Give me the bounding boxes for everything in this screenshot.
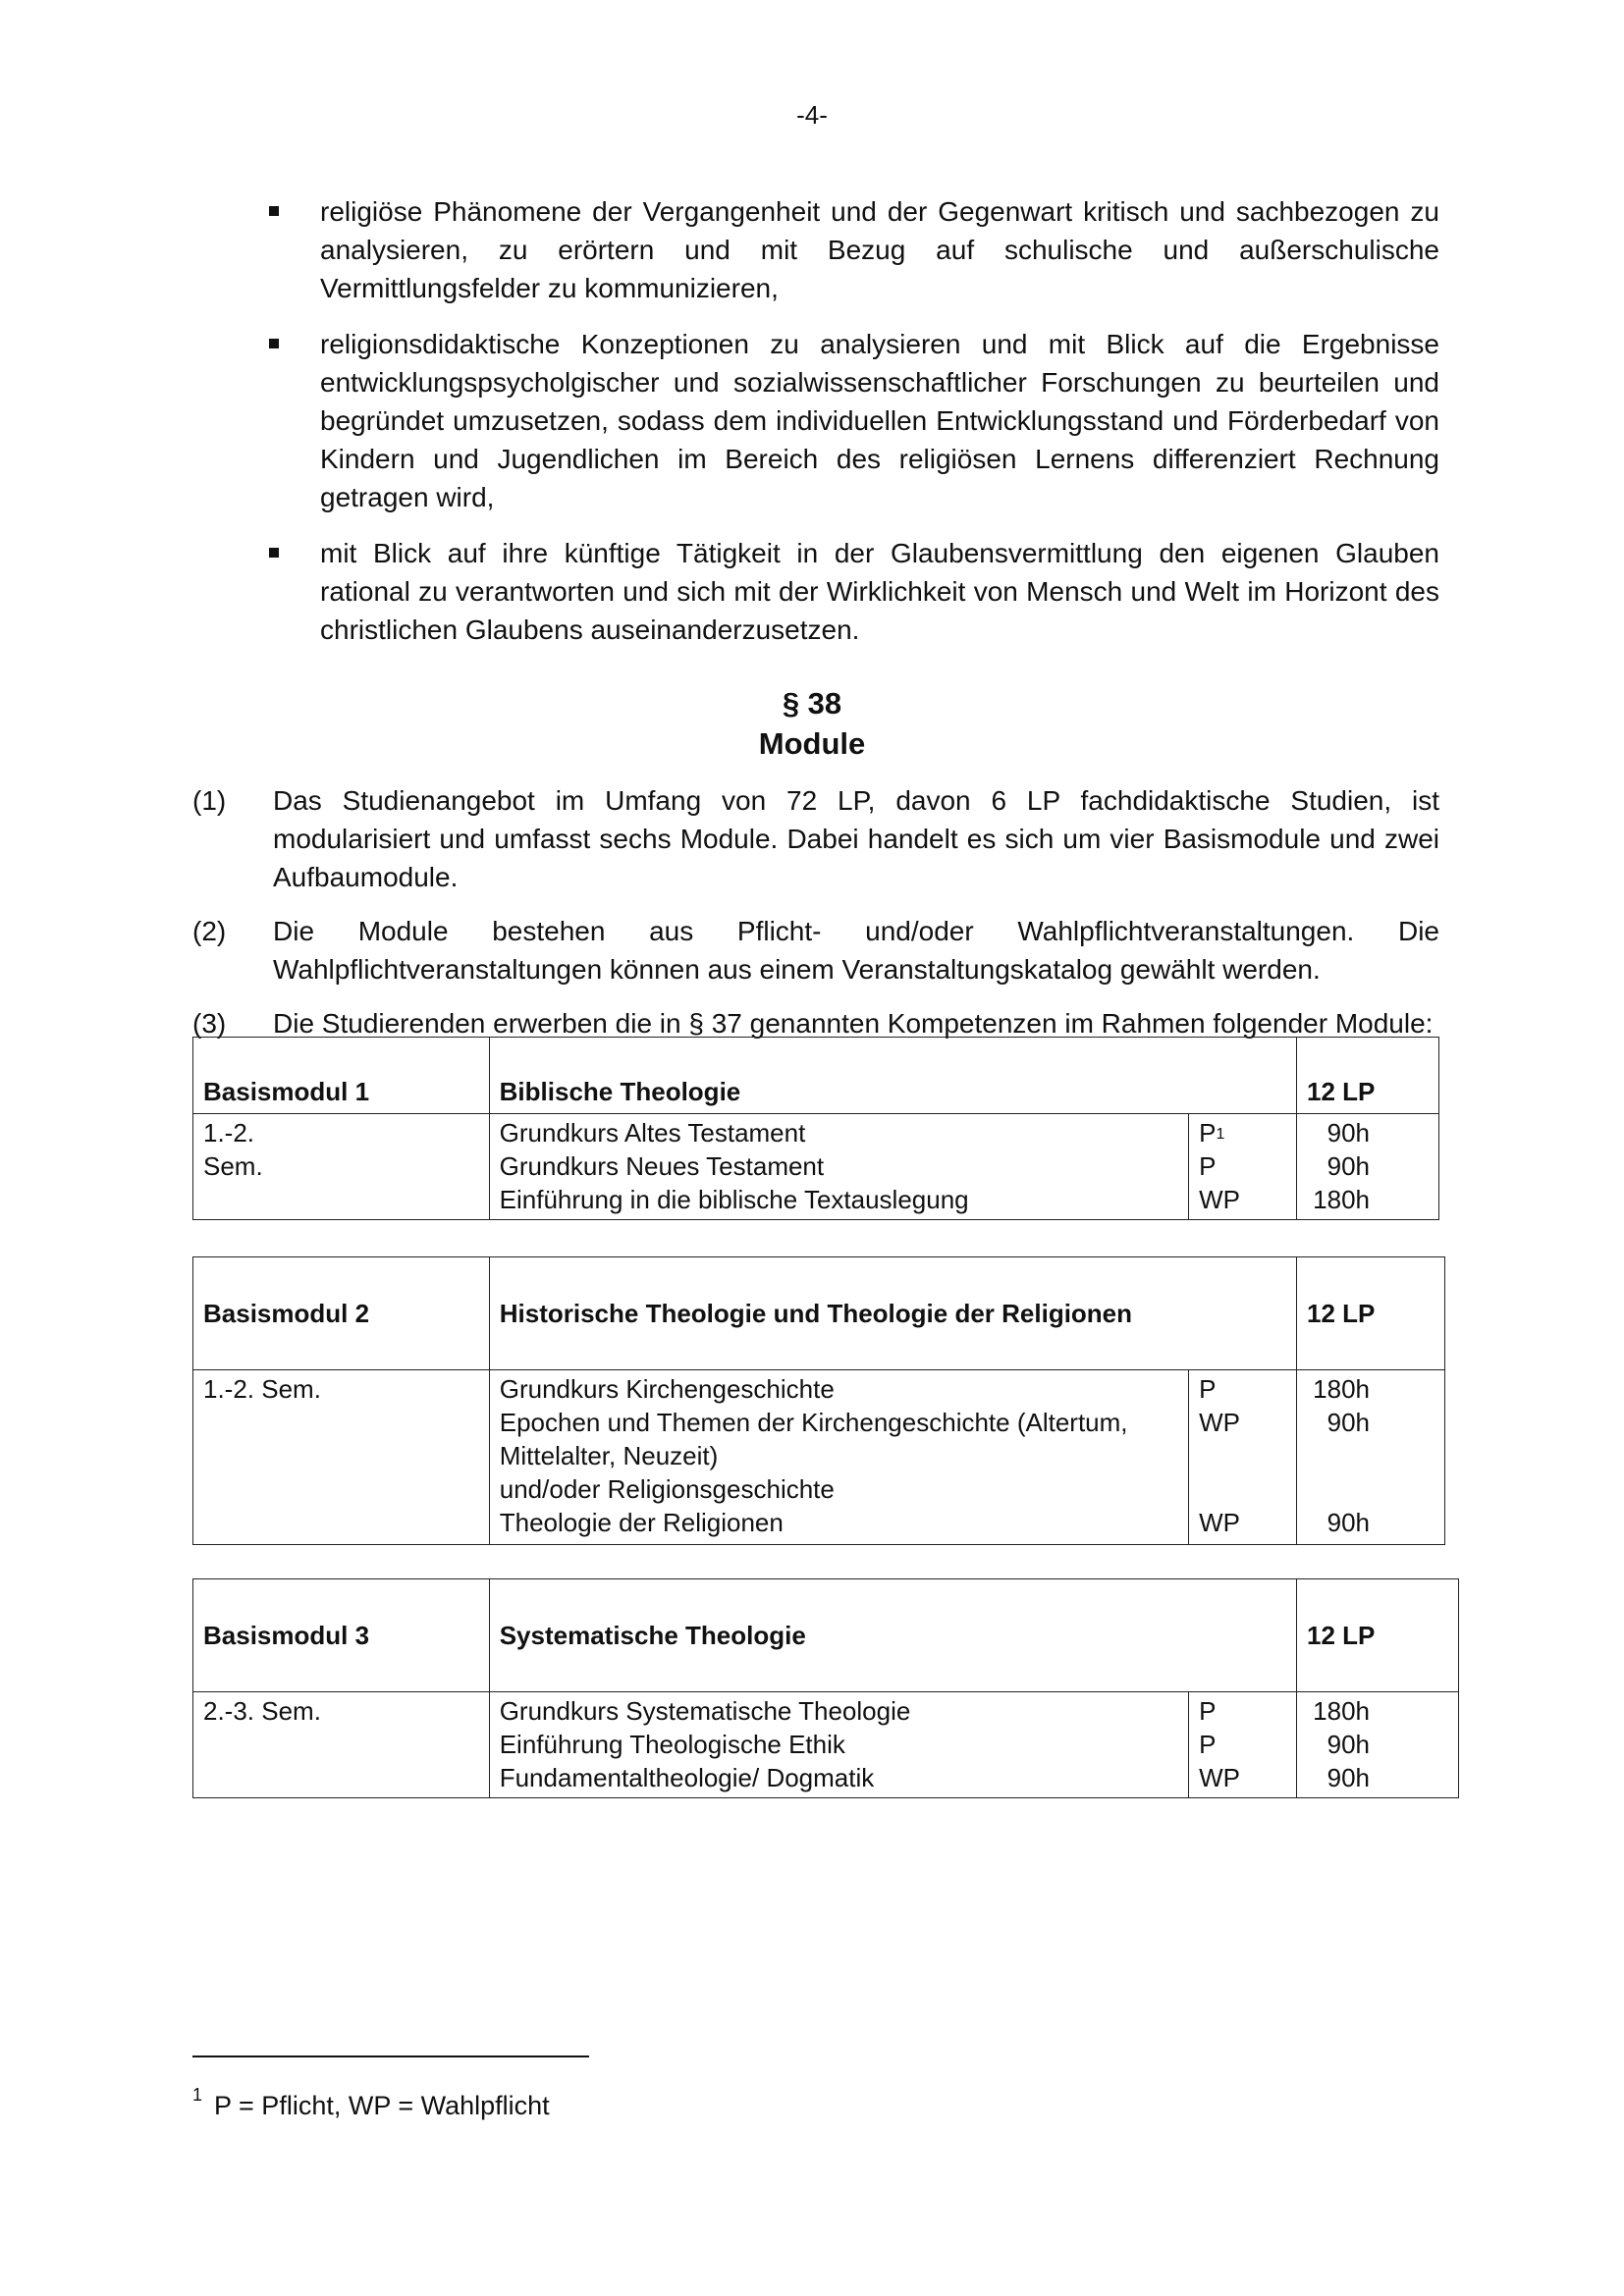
list-item-text: religionsdidaktische Konzeptionen zu analysieren und mit Blick auf die Ergebnisse entwicklungspsycholgischer und sozialwissenschaftlicher Forschungen zu beurteilen und begründet umzusetzen, sodass dem individuellen Entwicklungsstand und Förderbedarf von Kindern und Jugendlichen im Bereich des religiösen Lernens differenziert Rechnung getragen wird, [320, 329, 1439, 512]
competence-list [265, 192, 1439, 667]
footnote-divider [192, 2056, 589, 2057]
section-number: § 38 [782, 686, 842, 721]
course-type: WP [1199, 1408, 1240, 1437]
module-title: Historische Theologie und Theologie der Religionen [489, 1257, 1296, 1370]
course-title: Einführung Theologische Ethik [499, 1730, 845, 1759]
course-type: P [1199, 1151, 1217, 1181]
course-hours-value: 90h [1326, 1508, 1370, 1537]
course-titles [489, 1114, 1188, 1220]
course-title: Grundkurs Altes Testament [499, 1118, 806, 1148]
course-hours [1296, 1114, 1438, 1220]
course-title: Epochen und Themen der Kirchengeschichte (Altertum, Mittelalter, Neuzeit) [499, 1408, 1128, 1470]
course-hours-value: 90h [1326, 1151, 1370, 1181]
list-item-text: mit Blick auf ihre künftige Tätigkeit in der Glaubensvermittlung den eigenen Glauben rational zu verantworten und sich mit der Wirklichkeit von Mensch und Welt im Horizont des christlichen Glaubens auseinanderzusetzen. [320, 538, 1439, 645]
course-hours [1297, 1370, 1445, 1545]
course-type [1199, 1116, 1286, 1149]
course-types [1189, 1692, 1297, 1798]
square-bullet-icon [269, 206, 279, 216]
course-type: WP [1199, 1508, 1240, 1537]
paragraph-number: (2) [192, 916, 227, 946]
course-hours-value: 90h [1326, 1118, 1370, 1148]
course-hours-value: 180h [1313, 1696, 1370, 1726]
course-title: Fundamentaltheologie/ Dogmatik [499, 1763, 875, 1792]
course-title: Grundkurs Systematische Theologie [499, 1696, 911, 1726]
course-types [1189, 1114, 1297, 1220]
semester-line: 1.-2. [203, 1118, 255, 1148]
course-title: Grundkurs Kirchengeschichte [499, 1374, 835, 1404]
course-title: Einführung in die biblische Textauslegung [499, 1185, 969, 1214]
module-semester [193, 1692, 490, 1798]
module-name: Basismodul 2 [193, 1257, 490, 1370]
module-credits: 12 LP [1296, 1579, 1458, 1692]
course-title: Theologie der Religionen [499, 1508, 784, 1537]
course-titles [489, 1370, 1188, 1545]
course-type: P [1199, 1374, 1217, 1404]
module-semester [193, 1370, 490, 1545]
paragraph-text: Das Studienangebot im Umfang von 72 LP, davon 6 LP fachdidaktische Studien, ist modularisiert und umfasst sechs Module. Dabei handelt es sich um vier Basismodule und zwei Aufbaumodule. [273, 785, 1439, 892]
square-bullet-icon [269, 339, 279, 348]
paragraph-number: (1) [192, 785, 227, 816]
module-table-basismodul-3 [192, 1578, 1459, 1798]
semester-line: Sem. [203, 1151, 263, 1181]
course-hours-value: 180h [1313, 1185, 1370, 1214]
course-hours-value: 90h [1326, 1730, 1370, 1759]
module-credits: 12 LP [1297, 1257, 1445, 1370]
list-item [265, 534, 1439, 649]
paragraph [192, 912, 1439, 988]
square-bullet-icon [269, 548, 279, 558]
course-type: P [1199, 1696, 1217, 1726]
footnote-mark: 1 [192, 2085, 203, 2105]
course-type: WP [1199, 1763, 1240, 1792]
paragraph [192, 781, 1439, 896]
course-types [1189, 1370, 1297, 1545]
section-heading [0, 683, 1624, 764]
module-table-basismodul-2 [192, 1256, 1445, 1545]
paragraph-text: Die Module bestehen aus Pflicht- und/oder Wahlpflichtveranstaltungen. Die Wahlpflichtveranstaltungen können aus einem Veranstaltungskatalog gewählt werden. [273, 916, 1439, 985]
module-name: Basismodul 3 [193, 1579, 490, 1692]
footnote [192, 2085, 550, 2121]
course-hours-value: 90h [1326, 1408, 1370, 1437]
module-table-basismodul-1 [192, 1037, 1439, 1220]
module-semester [193, 1114, 490, 1220]
course-type: WP [1199, 1185, 1240, 1214]
course-hours-value: 90h [1326, 1763, 1370, 1792]
course-title: Grundkurs Neues Testament [499, 1151, 825, 1181]
course-type [1199, 1472, 1286, 1506]
course-hours-value: 180h [1313, 1374, 1370, 1404]
course-hours-value [1307, 1472, 1444, 1506]
module-name: Basismodul 1 [193, 1038, 490, 1114]
module-title: Biblische Theologie [489, 1038, 1296, 1114]
course-type: P [1199, 1730, 1217, 1759]
paragraph-text: Die Studierenden erwerben die in § 37 genannten Kompetenzen im Rahmen folgender Module: [273, 1008, 1434, 1039]
course-type-value: P [1199, 1118, 1217, 1148]
course-titles [489, 1692, 1188, 1798]
semester-line: 2.-3. Sem. [203, 1696, 321, 1726]
footnote-reference: 1 [1216, 1126, 1225, 1143]
list-item [265, 325, 1439, 516]
section-title: Module [758, 726, 866, 761]
page-number: -4- [796, 100, 828, 130]
list-item [265, 192, 1439, 307]
module-credits: 12 LP [1296, 1038, 1438, 1114]
footnote-text: P = Pflicht, WP = Wahlpflicht [214, 2091, 550, 2120]
semester-line: 1.-2. Sem. [203, 1374, 321, 1404]
course-title: und/oder Religionsgeschichte [499, 1474, 835, 1504]
module-title: Systematische Theologie [489, 1579, 1296, 1692]
paragraph-list [192, 781, 1439, 1058]
paragraph-number: (3) [192, 1008, 227, 1039]
list-item-text: religiöse Phänomene der Vergangenheit und der Gegenwart kritisch und sachbezogen zu analysieren, zu erörtern und mit Bezug auf schulische und außerschulische Vermittlungsfelder zu kommunizieren, [320, 196, 1439, 303]
course-hours [1296, 1692, 1458, 1798]
